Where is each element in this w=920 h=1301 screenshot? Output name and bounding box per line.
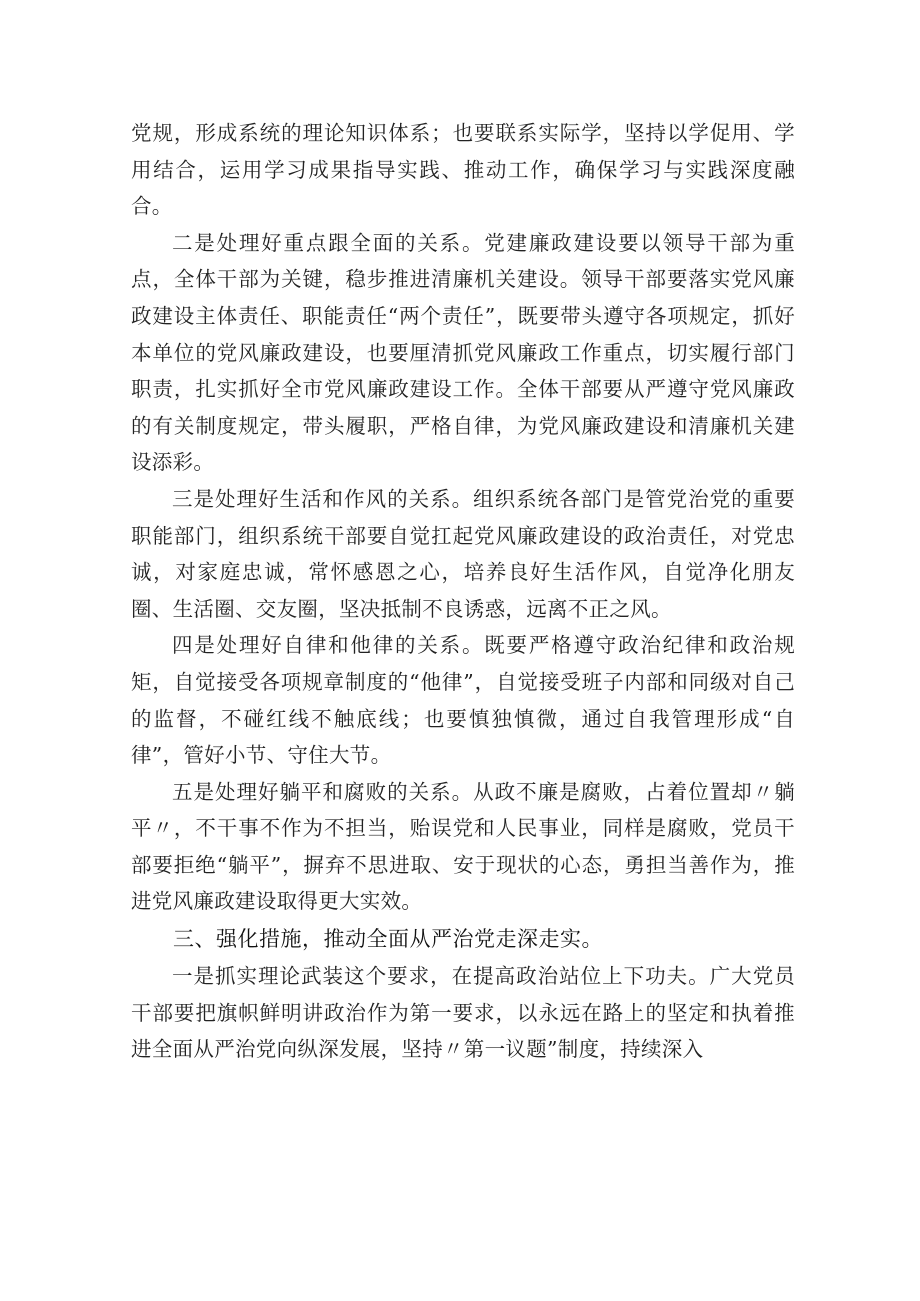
document-body: [131, 115, 795, 1068]
section-heading: 三、强化措施，推动全面从严治党走深走实。: [173, 927, 603, 952]
paragraph-continuation: 党规，形成系统的理论知识体系；也要联系实际学，坚持以学促用、学用结合，运用学习成果指导实践、推动工作，确保学习与实践深度融合。: [131, 121, 795, 219]
paragraph-point-five: 五是处理好躺平和腐败的关系。从政不廉是腐败，占着位置却〃躺平〃，不干事不作为不担当，贻误党和人民事业，同样是腐败，党员干部要拒绝“躺平”，摒弃不思进取、安于现状的心态，勇担当善作为，推进党风廉政建设取得更大实效。: [131, 779, 795, 914]
paragraph-point-two: 二是处理好重点跟全面的关系。党建廉政建设要以领导干部为重点，全体干部为关键，稳步推进清廉机关建设。领导干部要落实党风廉政建设主体责任、职能责任“两个责任”，既要带头遵守各项规定，抓好本单位的党风廉政建设，也要厘清抓党风廉政工作重点，切实履行部门职责，扎实抓好全市党风廉政建设工作。全体干部要从严遵守党风廉政的有关制度规定，带头履职，严格自律，为党风廉政建设和清廉机关建设添彩。: [131, 230, 795, 475]
paragraph-point-three: 三是处理好生活和作风的关系。组织系统各部门是管党治党的重要职能部门，组织系统干部要自觉扛起党风廉政建设的政治责任，对党忠诚，对家庭忠诚，常怀感恩之心，培养良好生活作风，自觉净化朋友圈、生活圈、交友圈，坚决抵制不良诱惑，远离不正之风。: [131, 486, 795, 621]
paragraph-measure-one: 一是抓实理论武装这个要求，在提高政治站位上下功夫。广大党员干部要把旗帜鲜明讲政治作为第一要求，以永远在路上的坚定和执着推进全面从严治党向纵深发展，坚持〃第一议题”制度，持续深入: [131, 964, 795, 1062]
paragraph-point-four: 四是处理好自律和他律的关系。既要严格遵守政治纪律和政治规矩，自觉接受各项规章制度的“他律”，自觉接受班子内部和同级对自己的监督，不碰红线不触底线；也要慎独慎微，通过自我管理形成“自律”，管好小节、守住大节。: [131, 633, 795, 768]
